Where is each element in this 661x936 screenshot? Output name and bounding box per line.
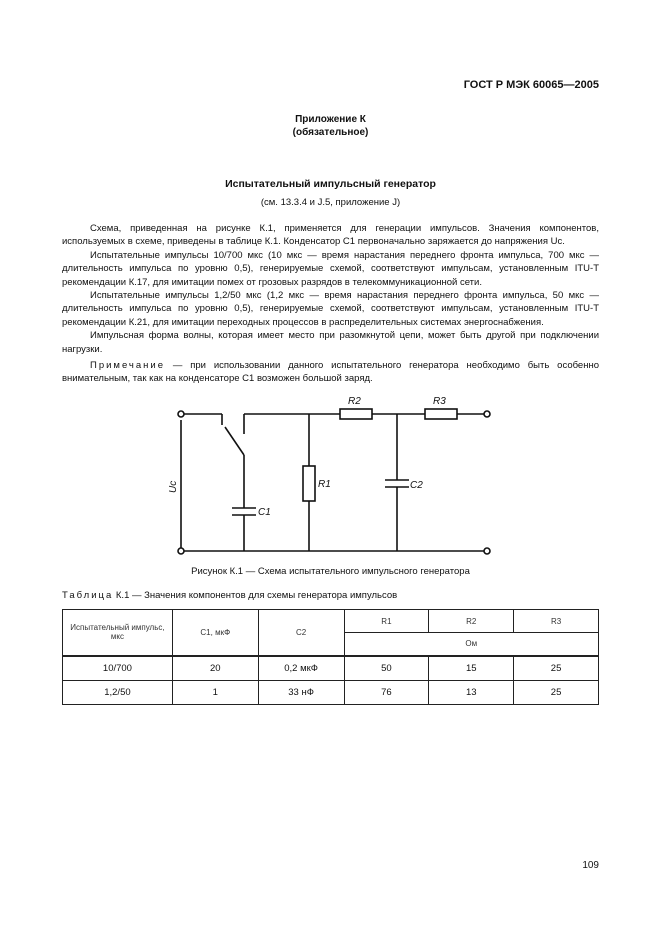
header-r3: R3 [514, 610, 599, 633]
cell-c2: 33 нФ [258, 681, 344, 705]
header-r1: R1 [344, 610, 429, 633]
header-c1: C1, мкФ [172, 610, 258, 656]
label-c2: C2 [410, 480, 423, 491]
label-r3: R3 [433, 396, 446, 407]
cell-c1: 1 [172, 681, 258, 705]
components-table [62, 609, 599, 705]
resistor-r1 [303, 466, 315, 501]
header-unit: Ом [344, 633, 598, 656]
appendix-title: Приложение К [295, 114, 366, 125]
header-impulse: Испытательный импульс, мкс [63, 610, 173, 656]
terminal [484, 411, 490, 417]
table-caption-text: К.1 — Значения компонентов для схемы генератора импульсов [113, 590, 398, 601]
paragraph: Схема, приведенная на рисунке К.1, применяется для генерации импульсов. Значения компонентов, используемых в схеме, приведены в таблице К.1. Конденсатор C1 первоначально заряжается до напряжения Uc. [62, 223, 599, 248]
header-r2: R2 [429, 610, 514, 633]
label-uc: Uc [168, 480, 179, 493]
resistor-r3 [425, 409, 457, 419]
table-caption [62, 590, 397, 601]
section-title: Испытательный импульсный генератор [225, 178, 436, 190]
header-c2: C2 [258, 610, 344, 656]
cell-r3: 25 [514, 656, 599, 681]
cell-r1: 50 [344, 656, 429, 681]
section-reference: (см. 13.3.4 и J.5, приложение J) [260, 197, 401, 208]
figure-caption: Рисунок К.1 — Схема испытательного импульсного генератора [191, 566, 470, 577]
switch-blade [225, 427, 244, 455]
note-text: — при использовании данного испытательного генератора необходимо быть особенно внимательным, так как на конденсаторе C1 возможен большой заряд. [62, 360, 599, 385]
note-label: Примечание [90, 360, 165, 372]
cell-r2: 13 [429, 681, 514, 705]
label-r1: R1 [318, 479, 331, 490]
paragraph: Импульсная форма волны, которая имеет место при разомкнутой цепи, может быть другой при подключении нагрузки. [62, 330, 599, 355]
resistor-r2 [340, 409, 372, 419]
terminal [178, 411, 184, 417]
page-number: 109 [582, 860, 599, 871]
terminal [484, 548, 490, 554]
table-row [63, 656, 599, 681]
appendix-status: (обязательное) [292, 127, 369, 138]
table-row [63, 681, 599, 705]
cell-impulse: 1,2/50 [63, 681, 173, 705]
paragraph: Испытательные импульсы 1,2/50 мкс (1,2 мкс — время нарастания переднего фронта импульса, 50 мкс — длительность импульса по уровню 0,5), генерируемые схемой, соответствуют импульсам, установленным ITU-T рекомендации К.21, для имитации переходных процессов в распределительных системах энергоснабжения. [62, 290, 599, 328]
cell-r3: 25 [514, 681, 599, 705]
terminal [178, 548, 184, 554]
cell-impulse: 10/700 [63, 656, 173, 681]
paragraph: Испытательные импульсы 10/700 мкс (10 мкс — время нарастания переднего фронта импульса, 700 мкс — длительность импульса по уровню 0,5), генерируемые схемой, соответствуют импульсам, установленным ITU-T рекомендации К.17, для имитации помех от грозовых разрядов в телекоммуникационной сети. [62, 249, 599, 288]
cell-r2: 15 [429, 656, 514, 681]
standard-header: ГОСТ Р МЭК 60065—2005 [463, 79, 599, 91]
cell-c2: 0,2 мкФ [258, 656, 344, 681]
label-c1: C1 [258, 507, 271, 518]
cell-c1: 20 [172, 656, 258, 681]
cell-r1: 76 [344, 681, 429, 705]
table-caption-label: Таблица [62, 590, 114, 601]
label-r2: R2 [348, 396, 361, 407]
